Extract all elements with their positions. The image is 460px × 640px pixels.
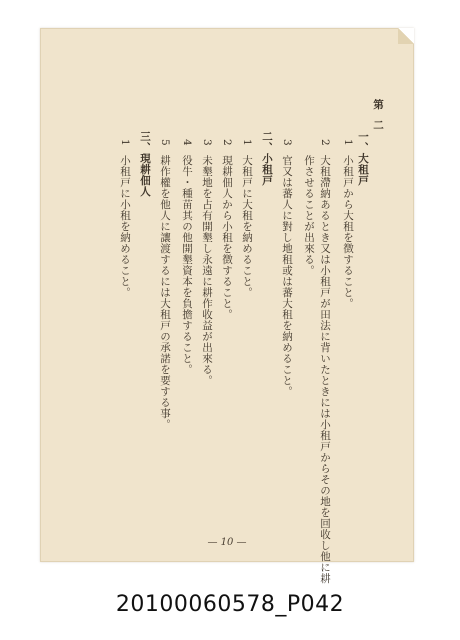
item-text: 未墾地を占有開墾し永遠に耕作收益が出來る。 [201, 155, 213, 386]
item-number: 2 [221, 139, 233, 147]
catalog-id-caption: 20100060578_P042 [115, 592, 345, 617]
section-heading-1: 一、大租戸 [357, 131, 369, 186]
item-number: 1 [119, 139, 131, 147]
item-text: 役牛・種苗其の他開墾資本を負擔すること。 [181, 155, 193, 375]
item-number: 1 [241, 139, 253, 147]
item-text: 大租戸に大租を納めること。 [241, 155, 253, 298]
item-number: 4 [181, 139, 193, 147]
item-number: 2 [319, 139, 331, 147]
section-heading-3: 三、現耕佃人 [139, 131, 151, 197]
item-text: 現耕佃人から小租を徴すること。 [221, 155, 233, 320]
document-page [40, 28, 414, 584]
folded-corner [398, 28, 414, 44]
chapter-label: 第二 [372, 99, 384, 140]
item-text: 官又は蕃人に對し地租或は蕃大租を納めること。 [281, 155, 293, 397]
section-heading-2: 二、小租戸 [261, 131, 273, 186]
item-text: 耕作權を他人に讓渡するには大租戸の承諾を要する事。 [159, 155, 171, 430]
item-number: 5 [159, 139, 171, 147]
item-text: 小租戸に小租を納めること。 [119, 155, 131, 298]
item-text-continuation: 作させることが出來る。 [303, 155, 315, 276]
item-number: 1 [342, 139, 354, 147]
item-number: 3 [201, 139, 213, 147]
item-text: 小租戸から大租を徴すること。 [342, 155, 354, 309]
item-number: 3 [281, 139, 293, 147]
item-text: 大租滯納あるとき又は小租戸が田法に背いたときには小租戸からその地を回收し他に耕 [319, 155, 331, 584]
page-number: — 10 — [207, 537, 247, 548]
